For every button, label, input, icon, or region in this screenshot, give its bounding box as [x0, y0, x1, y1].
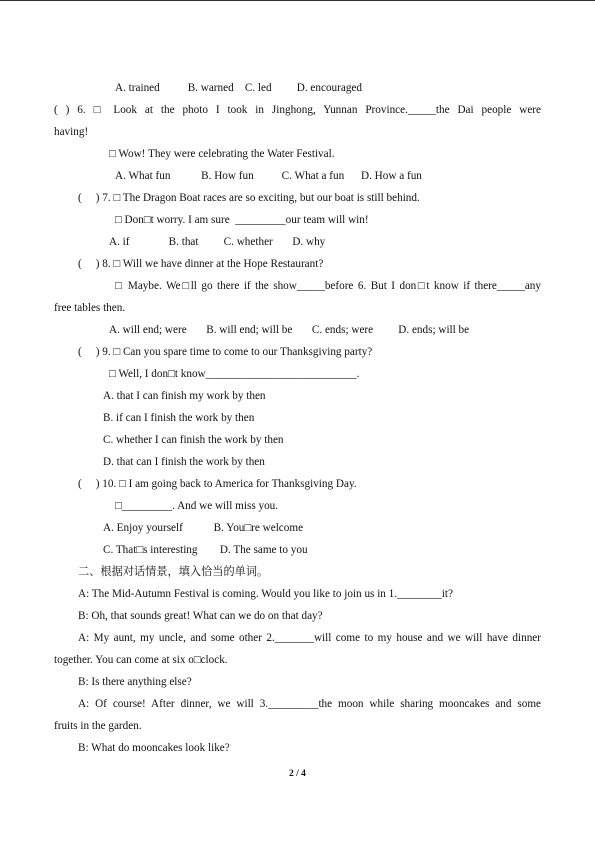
q9-option-b: B. if can I finish the work by then [103, 412, 255, 424]
dialogue-line-4: B: Is there anything else? [78, 676, 192, 688]
question-6-continued: having! [54, 126, 89, 138]
page-number: 2 / 4 [289, 769, 306, 779]
question-6-reply: □ Wow! They were celebrating the Water Festival. [109, 148, 335, 160]
dialogue-line-6: B: What do mooncakes look like? [78, 742, 230, 754]
question-7: ( ) 7. □ The Dragon Boat races are so exciting, but our boat is still behind. [78, 192, 420, 204]
q8-options: A. will end; were B. will end; will be C. ends; were D. ends; will be [109, 324, 470, 336]
q9-option-c: C. whether I can finish the work by then [103, 434, 284, 446]
section-2-heading: 二、根据对话情景，填入恰当的单词。 [78, 566, 269, 578]
question-9: ( ) 9. □ Can you spare time to come to our Thanksgiving party? [78, 346, 373, 358]
question-8: ( ) 8. □ Will we have dinner at the Hope Restaurant? [78, 258, 324, 270]
dialogue-line-5-continued: fruits in the garden. [54, 720, 142, 732]
question-10: ( ) 10. □ I am going back to America for Thanksgiving Day. [78, 478, 357, 490]
dialogue-line-5: A: Of course! After dinner, we will 3._________the moon while sharing mooncakes and some [78, 698, 541, 710]
question-6: ( ) 6. □ Look at the photo I took in Jinghong, Yunnan Province._____the Dai people were [54, 104, 541, 116]
question-9-reply: □ Well, I don□t know___________________________. [109, 368, 360, 380]
q5-options: A. trained B. warned C. led D. encouraged [115, 82, 362, 94]
question-7-reply: □ Don□t worry. I am sure _________our team will win! [115, 214, 369, 226]
q9-option-d: D. that can I finish the work by then [103, 456, 265, 468]
question-8-continued: free tables then. [54, 302, 126, 314]
q6-options: A. What fun B. How fun C. What a fun D. How a fun [115, 170, 422, 182]
dialogue-line-2: B: Oh, that sounds great! What can we do on that day? [78, 610, 323, 622]
dialogue-line-3-continued: together. You can come at six o□clock. [54, 654, 228, 666]
q10-options-ab: A. Enjoy yourself B. You□re welcome [103, 522, 304, 534]
dialogue-line-3: A: My aunt, my uncle, and some other 2._______will come to my house and we will have dinner [78, 632, 541, 644]
dialogue-line-1: A: The Mid-Autumn Festival is coming. Would you like to join us in 1.________it? [78, 588, 454, 600]
question-10-reply: □_________. And we will miss you. [115, 500, 279, 512]
q7-options: A. if B. that C. whether D. why [109, 236, 326, 248]
question-8-reply: □ Maybe. We□ll go there if the show_____before 6. But I don□t know if there_____any [115, 280, 541, 292]
page-top-border [0, 0, 595, 1]
q9-option-a: A. that I can finish my work by then [103, 390, 266, 402]
q10-options-cd: C. That□s interesting D. The same to you [103, 544, 308, 556]
